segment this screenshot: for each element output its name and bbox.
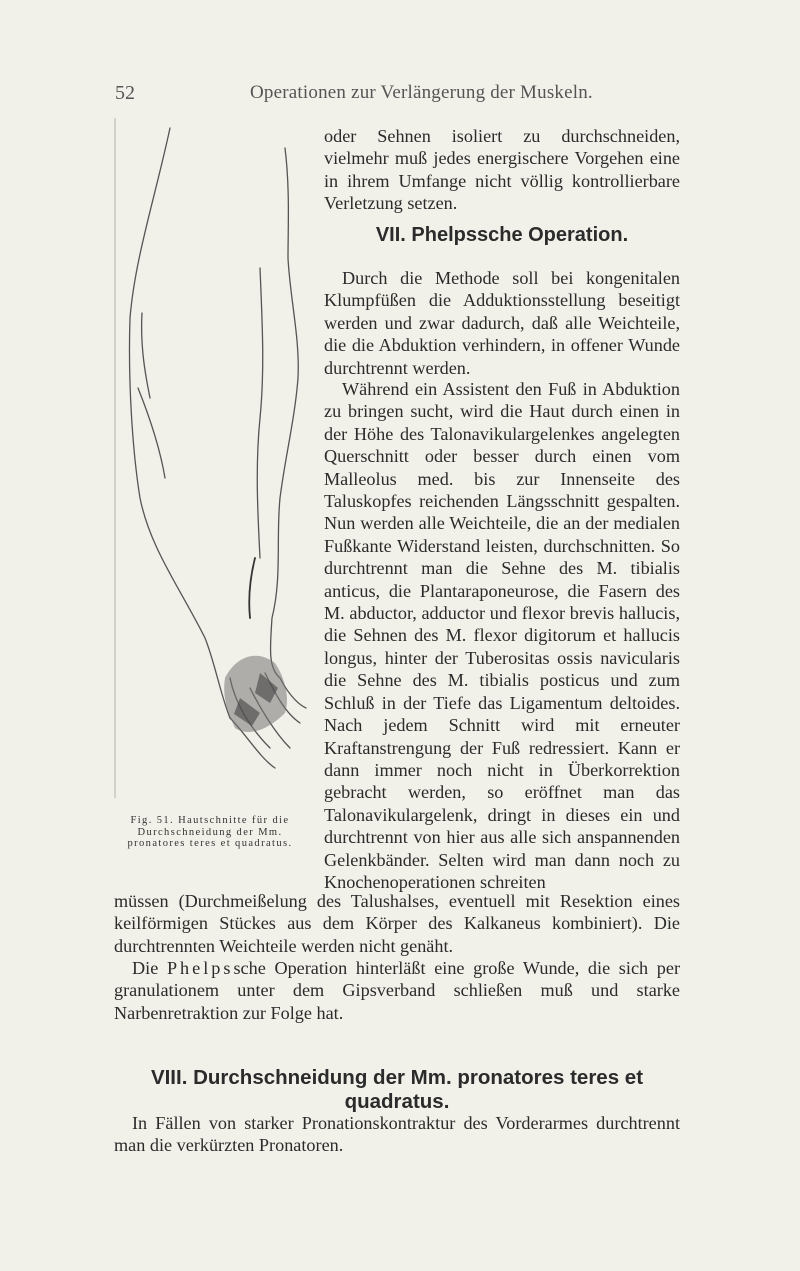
paragraph-phelps xyxy=(114,957,680,1024)
phelps-rest: sche Operation hinterläßt eine große Wunde, die sich per granulationem unter dem Gipsverband schließen muß und starke Narbenretraktion zur Folge hat. xyxy=(114,958,680,1023)
forearm-illustration xyxy=(110,118,340,798)
figure-caption: Fig. 51. Hautschnitte für die Durchschneidung der Mm. pronatores teres et quadratus. xyxy=(127,815,293,849)
phelps-lead: Die xyxy=(132,958,159,978)
section-heading-viii: VIII. Durchschneidung der Mm. pronatores teres et quadratus. xyxy=(150,1066,644,1113)
paragraph-waehrend: Während ein Assistent den Fuß in Abduktion zu bringen sucht, wird die Haut durch einen in der Höhe des Talonavikulargelenkes angelegten Querschnitt oder besser durch einen vom Malleolus med. bis zur Innenseite des Taluskopfes reichenden Längsschnitt gespalten. Nun werden alle Weichteile, die an der medialen Fußkante Widerstand leisten, durchschnitten. So durchtrennt man die Sehne des M. tibialis anticus, die Plantaraponeurose, die Fasern des M. abductor, adductor und flexor brevis hallucis, die Sehnen des M. flexor digitorum et hallucis longus, hinter der Tuberositas ossis navicularis die Sehne des M. tibialis posticus und zum Schluß in der Tiefe das Ligamentum deltoides. Nach jedem Schnitt wird mit erneuter Kraftanstrengung der Fuß redressiert. Kann er dann immer noch nicht in Überkorrektion gebracht werden, so eröffnet man das Talonavikulargelenk, dringt in dieses ein und durchtrennt von hier aus alle sich anspannenden Gelenkbänder. Selten wird man dann noch zu Knochenoperationen schreiten xyxy=(324,379,680,892)
running-title: Operationen zur Verlängerung der Muskeln. xyxy=(250,82,593,103)
paragraph-muessen: müssen (Durchmeißelung des Talushalses, eventuell mit Resektion eines keilförmigen Stückes aus dem Körper des Kalkaneus kombiniert). Die durchtrennten Weichteile werden nicht genäht. xyxy=(114,891,680,956)
page-number: 52 xyxy=(115,82,135,104)
paragraph-viii: In Fällen von starker Pronationskontraktur des Vorderarmes durchtrennt man die verkürzten Pronatoren. xyxy=(114,1113,680,1156)
paragraph-intro: oder Sehnen isoliert zu durchschneiden, vielmehr muß jedes energischere Vorgehen eine in ihrem Umfange nicht völlig kontrollierbare Verletzung setzen. xyxy=(324,126,680,214)
phelps-name: Phelps xyxy=(166,958,234,978)
page-header xyxy=(0,82,800,112)
forearm-drawing xyxy=(110,118,340,798)
section-heading-vii: VII. Phelpssche Operation. xyxy=(375,224,629,246)
paragraph-durch: Durch die Methode soll bei kongenitalen Klumpfüßen die Adduktionsstellung beseitigt werden und zwar dadurch, daß alle Weichteile, die die Abduktion verhindern, in offener Wunde durchtrennt werden. xyxy=(324,268,680,378)
